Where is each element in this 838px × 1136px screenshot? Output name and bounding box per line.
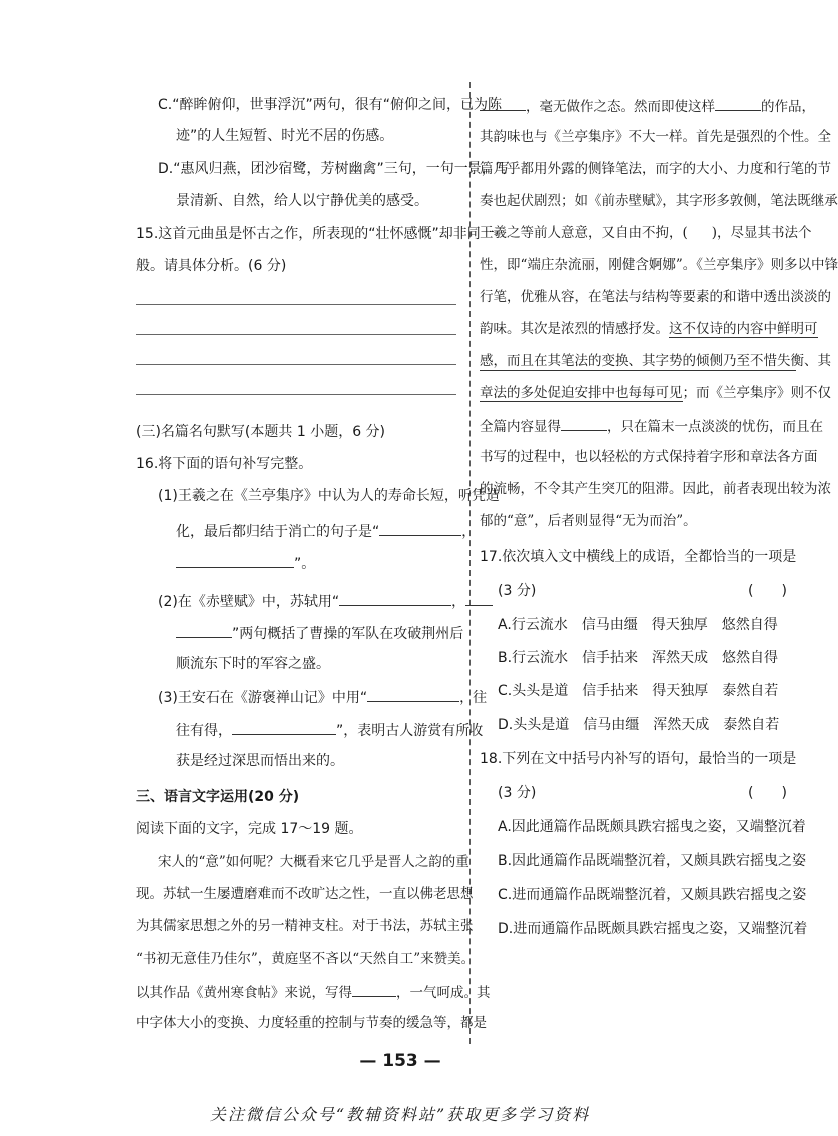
- question-15-line1: 15.这首元曲虽是怀古之作，所表现的“壮怀感慨”却非同一: [136, 226, 495, 242]
- passage-r-line-14: 郁的“意”，后者则显得“无为而治”。: [480, 513, 697, 529]
- passage-line-2: 现。苏轼一生屡遭磨难而不改旷达之性，一直以佛老思想: [136, 886, 474, 902]
- q16-3-line3: 获是经过深思而悟出来的。: [176, 753, 344, 769]
- q16-3-text2: 往有得，: [176, 723, 232, 739]
- underlined-sentence-3: 章法的多处促迫安排中也每每可见: [480, 385, 683, 401]
- passage-r-line-1c: 的作品，: [761, 99, 815, 115]
- passage-r-line-6: 性，即“端庄杂流丽，刚健含婀娜”。《兰亭集序》则多以中锋: [480, 257, 838, 273]
- blank-2b[interactable]: [465, 591, 493, 606]
- q16-3-text: (3)王安石在《游褒禅山记》中用“: [158, 690, 368, 706]
- passage-line-5a: 以其作品《黄州寒食帖》来说，写得: [136, 985, 352, 1001]
- passage-r-line-7: 行笔，优雅从容，在笔法与结构等要素的和谐中透出淡淡的: [480, 289, 831, 305]
- blank-2c[interactable]: [176, 623, 232, 638]
- passage-line-5b: ，一气呵成。其: [396, 985, 491, 1001]
- q16-2-comma: ，: [451, 594, 466, 610]
- question-18-line1: 18.下列在文中括号内补写的语句，最恰当的一项是: [480, 751, 797, 767]
- passage-line-3: 为其儒家思想之外的另一精神支柱。对于书法，苏轼主张: [136, 918, 474, 934]
- blank-p2[interactable]: [480, 96, 526, 111]
- passage-r-line-1: [480, 96, 815, 116]
- answer-line-3[interactable]: [136, 364, 456, 365]
- q17-option-d[interactable]: D.头头是道 信马由缰 浑然天成 泰然自若: [498, 717, 780, 733]
- passage-r-line-12: 书写的过程中，也以轻松的方式保持着字形和章法各方面: [480, 449, 818, 465]
- q17-option-c[interactable]: C.头头是道 信手拈来 得天独厚 泰然自若: [498, 683, 779, 699]
- q17-option-a[interactable]: A.行云流水 信马由缰 得天独厚 悠然自得: [498, 617, 778, 633]
- question-16: 16.将下面的语句补写完整。: [136, 456, 313, 472]
- passage-r-line-10b: ；而《兰亭集序》则不仅: [682, 385, 831, 401]
- passage-r-line-8a: 韵味。其次是浓烈的情感抒发。: [480, 321, 669, 337]
- q16-1-line3: [176, 553, 315, 573]
- passage-r-line-1b: ，毫无做作之态。然而即使这样: [526, 99, 715, 115]
- blank-3b[interactable]: [232, 720, 336, 735]
- passage-r-line-10: [480, 384, 831, 402]
- q18-option-a[interactable]: A.因此通篇作品既颇具跌宕摇曳之姿，又端整沉着: [498, 819, 806, 835]
- q16-3-line1: [158, 687, 487, 707]
- blank-1a[interactable]: [379, 521, 461, 536]
- q16-3-comma: ，往: [459, 690, 488, 706]
- blank-2a[interactable]: [339, 591, 451, 606]
- passage-line-4: “书初无意佳乃佳尔”，黄庭坚不吝以“天然自工”来赞美。: [136, 951, 475, 967]
- passage-r-line-11b: ，只在篇末一点淡淡的忧伤，而且在: [607, 419, 823, 435]
- q16-3-text3: ”，表明古人游赏有所收: [336, 723, 484, 739]
- passage-r-line-8: [480, 320, 818, 338]
- q16-2-text2: ”两句概括了曹操的军队在攻破荆州后: [232, 626, 464, 642]
- answer-line-2[interactable]: [136, 334, 456, 335]
- underlined-sentence-1: 这不仅诗的内容中鲜明可: [669, 321, 818, 337]
- blank-p1[interactable]: [352, 982, 396, 997]
- question-18-score: (3 分): [498, 785, 537, 801]
- option-c-line2: 迹”的人生短暂、时光不居的伤感。: [176, 128, 394, 144]
- passage-r-line-13: 的流畅，不令其产生突兀的阻滞。因此，前者表现出较为浓: [480, 481, 831, 497]
- q17-option-b[interactable]: B.行云流水 信手拈来 浑然天成 悠然自得: [498, 650, 779, 666]
- blank-1b[interactable]: [176, 553, 294, 568]
- q16-1-line1: (1)王羲之在《兰亭集序》中认为人的寿命长短，听凭造: [158, 488, 500, 504]
- q16-3-line2: [176, 720, 483, 740]
- passage-r-line-4: 奏也起伏剧烈；如《前赤壁赋》，其字形多敦侧，笔法既继承: [480, 193, 838, 209]
- part-3-heading: 三、语言文字运用(20 分): [136, 789, 300, 805]
- option-d-line2: 景清新、自然，给人以宁静优美的感受。: [176, 193, 428, 209]
- underlined-sentence-2: 感，而且在其笔法的变换、其字势的倾侧乃至不惜失衡、其: [480, 353, 831, 369]
- question-17-score: (3 分): [498, 583, 537, 599]
- passage-r-line-3: 篇几乎都用外露的侧锋笔法，而字的大小、力度和行笔的节: [480, 161, 831, 177]
- passage-r-line-5a: 王羲之等前人意意，又自由不拘，(: [480, 225, 688, 241]
- passage-r-line-11a: 全篇内容显得: [480, 419, 561, 435]
- q16-1-text: 化，最后都归结于消亡的句子是“: [176, 524, 380, 540]
- q16-1-line2: 化，最后都归结于消亡的句子是“ ，: [176, 521, 475, 541]
- question-15-line2: 般。请具体分析。(6 分): [136, 258, 287, 274]
- option-d-line1: D.“惠风归燕，团沙宿鹭，芳树幽禽”三句，一句一景，写: [158, 161, 510, 177]
- q16-2-line2: [176, 623, 463, 643]
- q16-1-end: ”。: [294, 556, 316, 572]
- passage-line-5: [136, 982, 491, 1002]
- q16-2-line3: 顺流东下时的军容之盛。: [176, 656, 330, 672]
- passage-r-line-2: 其韵味也与《兰亭集序》不大一样。首先是强烈的个性。全: [480, 129, 831, 145]
- blank-3a[interactable]: [367, 687, 459, 702]
- q18-option-b[interactable]: B.因此通篇作品既端整沉着，又颇具跌宕摇曳之姿: [498, 853, 807, 869]
- answer-line-1[interactable]: [136, 304, 456, 305]
- page-number: — 153 —: [359, 1051, 441, 1071]
- blank-p3[interactable]: [715, 96, 761, 111]
- passage-r-line-11: [480, 416, 823, 436]
- passage-r-line-5: [480, 224, 812, 242]
- footer-note: 关注微信公众号“教辅资料站”获取更多学习资料: [209, 1105, 591, 1124]
- option-c-line1: C.“醉眸俯仰，世事浮沉”两句，很有“俯仰之间，已为陈: [158, 97, 502, 113]
- blank-p4[interactable]: [561, 416, 607, 431]
- section-3-heading: (三)名篇名句默写(本题共 1 小题，6 分): [136, 424, 386, 440]
- answer-line-4[interactable]: [136, 394, 456, 395]
- reading-instruction: 阅读下面的文字，完成 17～19 题。: [136, 821, 363, 837]
- passage-line-6: 中字体大小的变换、力度轻重的控制与节奏的缓急等，都是: [136, 1015, 487, 1031]
- q16-2-text: (2)在《赤壁赋》中，苏轼用“: [158, 594, 340, 610]
- question-17-answer-paren[interactable]: ( ): [748, 583, 787, 599]
- passage-r-line-5b: )，尽显其书法个: [711, 225, 812, 241]
- q16-2-line1: [158, 591, 493, 611]
- passage-line-1: 宋人的“意”如何呢？大概看来它几乎是晋人之韵的重: [158, 854, 469, 870]
- question-17-line1: 17.依次填入文中横线上的成语，全都恰当的一项是: [480, 549, 797, 565]
- question-18-answer-paren[interactable]: ( ): [748, 785, 787, 801]
- q18-option-d[interactable]: D.进而通篇作品既颇具跌宕摇曳之姿，又端整沉着: [498, 921, 808, 937]
- q18-option-c[interactable]: C.进而通篇作品既端整沉着，又颇具跌宕摇曳之姿: [498, 887, 807, 903]
